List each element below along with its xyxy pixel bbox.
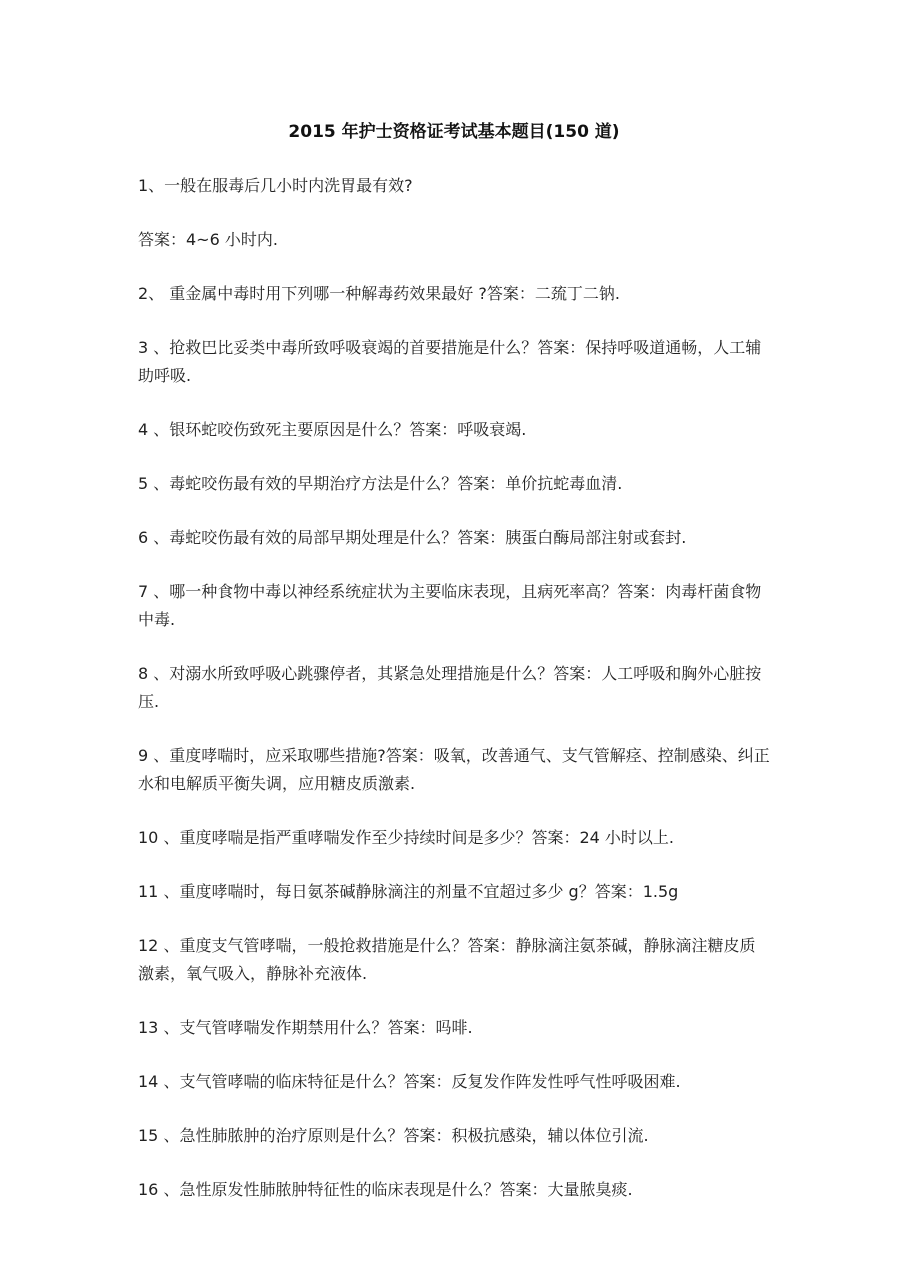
paragraph-q1: 1、一般在服毒后几小时内洗胃最有效? xyxy=(138,176,413,195)
paragraph-q6: 6 、毒蛇咬伤最有效的局部早期处理是什么？答案：胰蛋白酶局部注射或套封. xyxy=(138,528,687,547)
paragraph-q15: 15 、急性肺脓肿的治疗原则是什么？答案：积极抗感染，辅以体位引流. xyxy=(138,1126,649,1145)
document-title: 2015 年护士资格证考试基本题目(150 道) xyxy=(288,122,620,142)
paragraph-q2: 2、 重金属中毒时用下列哪一种解毒药效果最好 ?答案：二巯丁二钠. xyxy=(138,284,620,303)
paragraph-q3: 3 、抢救巴比妥类中毒所致呼吸衰竭的首要措施是什么？答案：保持呼吸道通畅，人工辅助呼吸. xyxy=(138,338,762,385)
document-body xyxy=(138,172,770,1204)
paragraph-q8: 8 、对溺水所致呼吸心跳骤停者，其紧急处理措施是什么？答案：人工呼吸和胸外心脏按压. xyxy=(138,664,762,711)
paragraph-answer-1: 答案：4~6 小时内. xyxy=(138,230,278,249)
paragraph-q12: 12 、重度支气管哮喘，一般抢救措施是什么？答案：静脉滴注氨茶碱，静脉滴注糖皮质激素，氧气吸入，静脉补充液体. xyxy=(138,936,756,983)
paragraph-q10: 10 、重度哮喘是指严重哮喘发作至少持续时间是多少？答案：24 小时以上. xyxy=(138,828,674,847)
paragraph-q14: 14 、支气管哮喘的临床特征是什么？答案：反复发作阵发性呼气性呼吸困难. xyxy=(138,1072,681,1091)
paragraph-q11: 11 、重度哮喘时，每日氨茶碱静脉滴注的剂量不宜超过多少 g？答案：1.5g xyxy=(138,882,679,901)
paragraph-q5: 5 、毒蛇咬伤最有效的早期治疗方法是什么？答案：单价抗蛇毒血清. xyxy=(138,474,623,493)
paragraph-q9: 9 、重度哮喘时，应采取哪些措施?答案：吸氧，改善通气、支气管解痉、控制感染、纠正水和电解质平衡失调，应用糖皮质激素. xyxy=(138,746,770,793)
paragraph-q4: 4 、银环蛇咬伤致死主要原因是什么？答案：呼吸衰竭. xyxy=(138,420,527,439)
paragraph-q13: 13 、支气管哮喘发作期禁用什么？答案：吗啡. xyxy=(138,1018,473,1037)
paragraph-q7: 7 、哪一种食物中毒以神经系统症状为主要临床表现，且病死率高？答案：肉毒杆菌食物中毒. xyxy=(138,582,762,629)
paragraph-q16: 16 、急性原发性肺脓肿特征性的临床表现是什么？答案：大量脓臭痰. xyxy=(138,1180,633,1199)
